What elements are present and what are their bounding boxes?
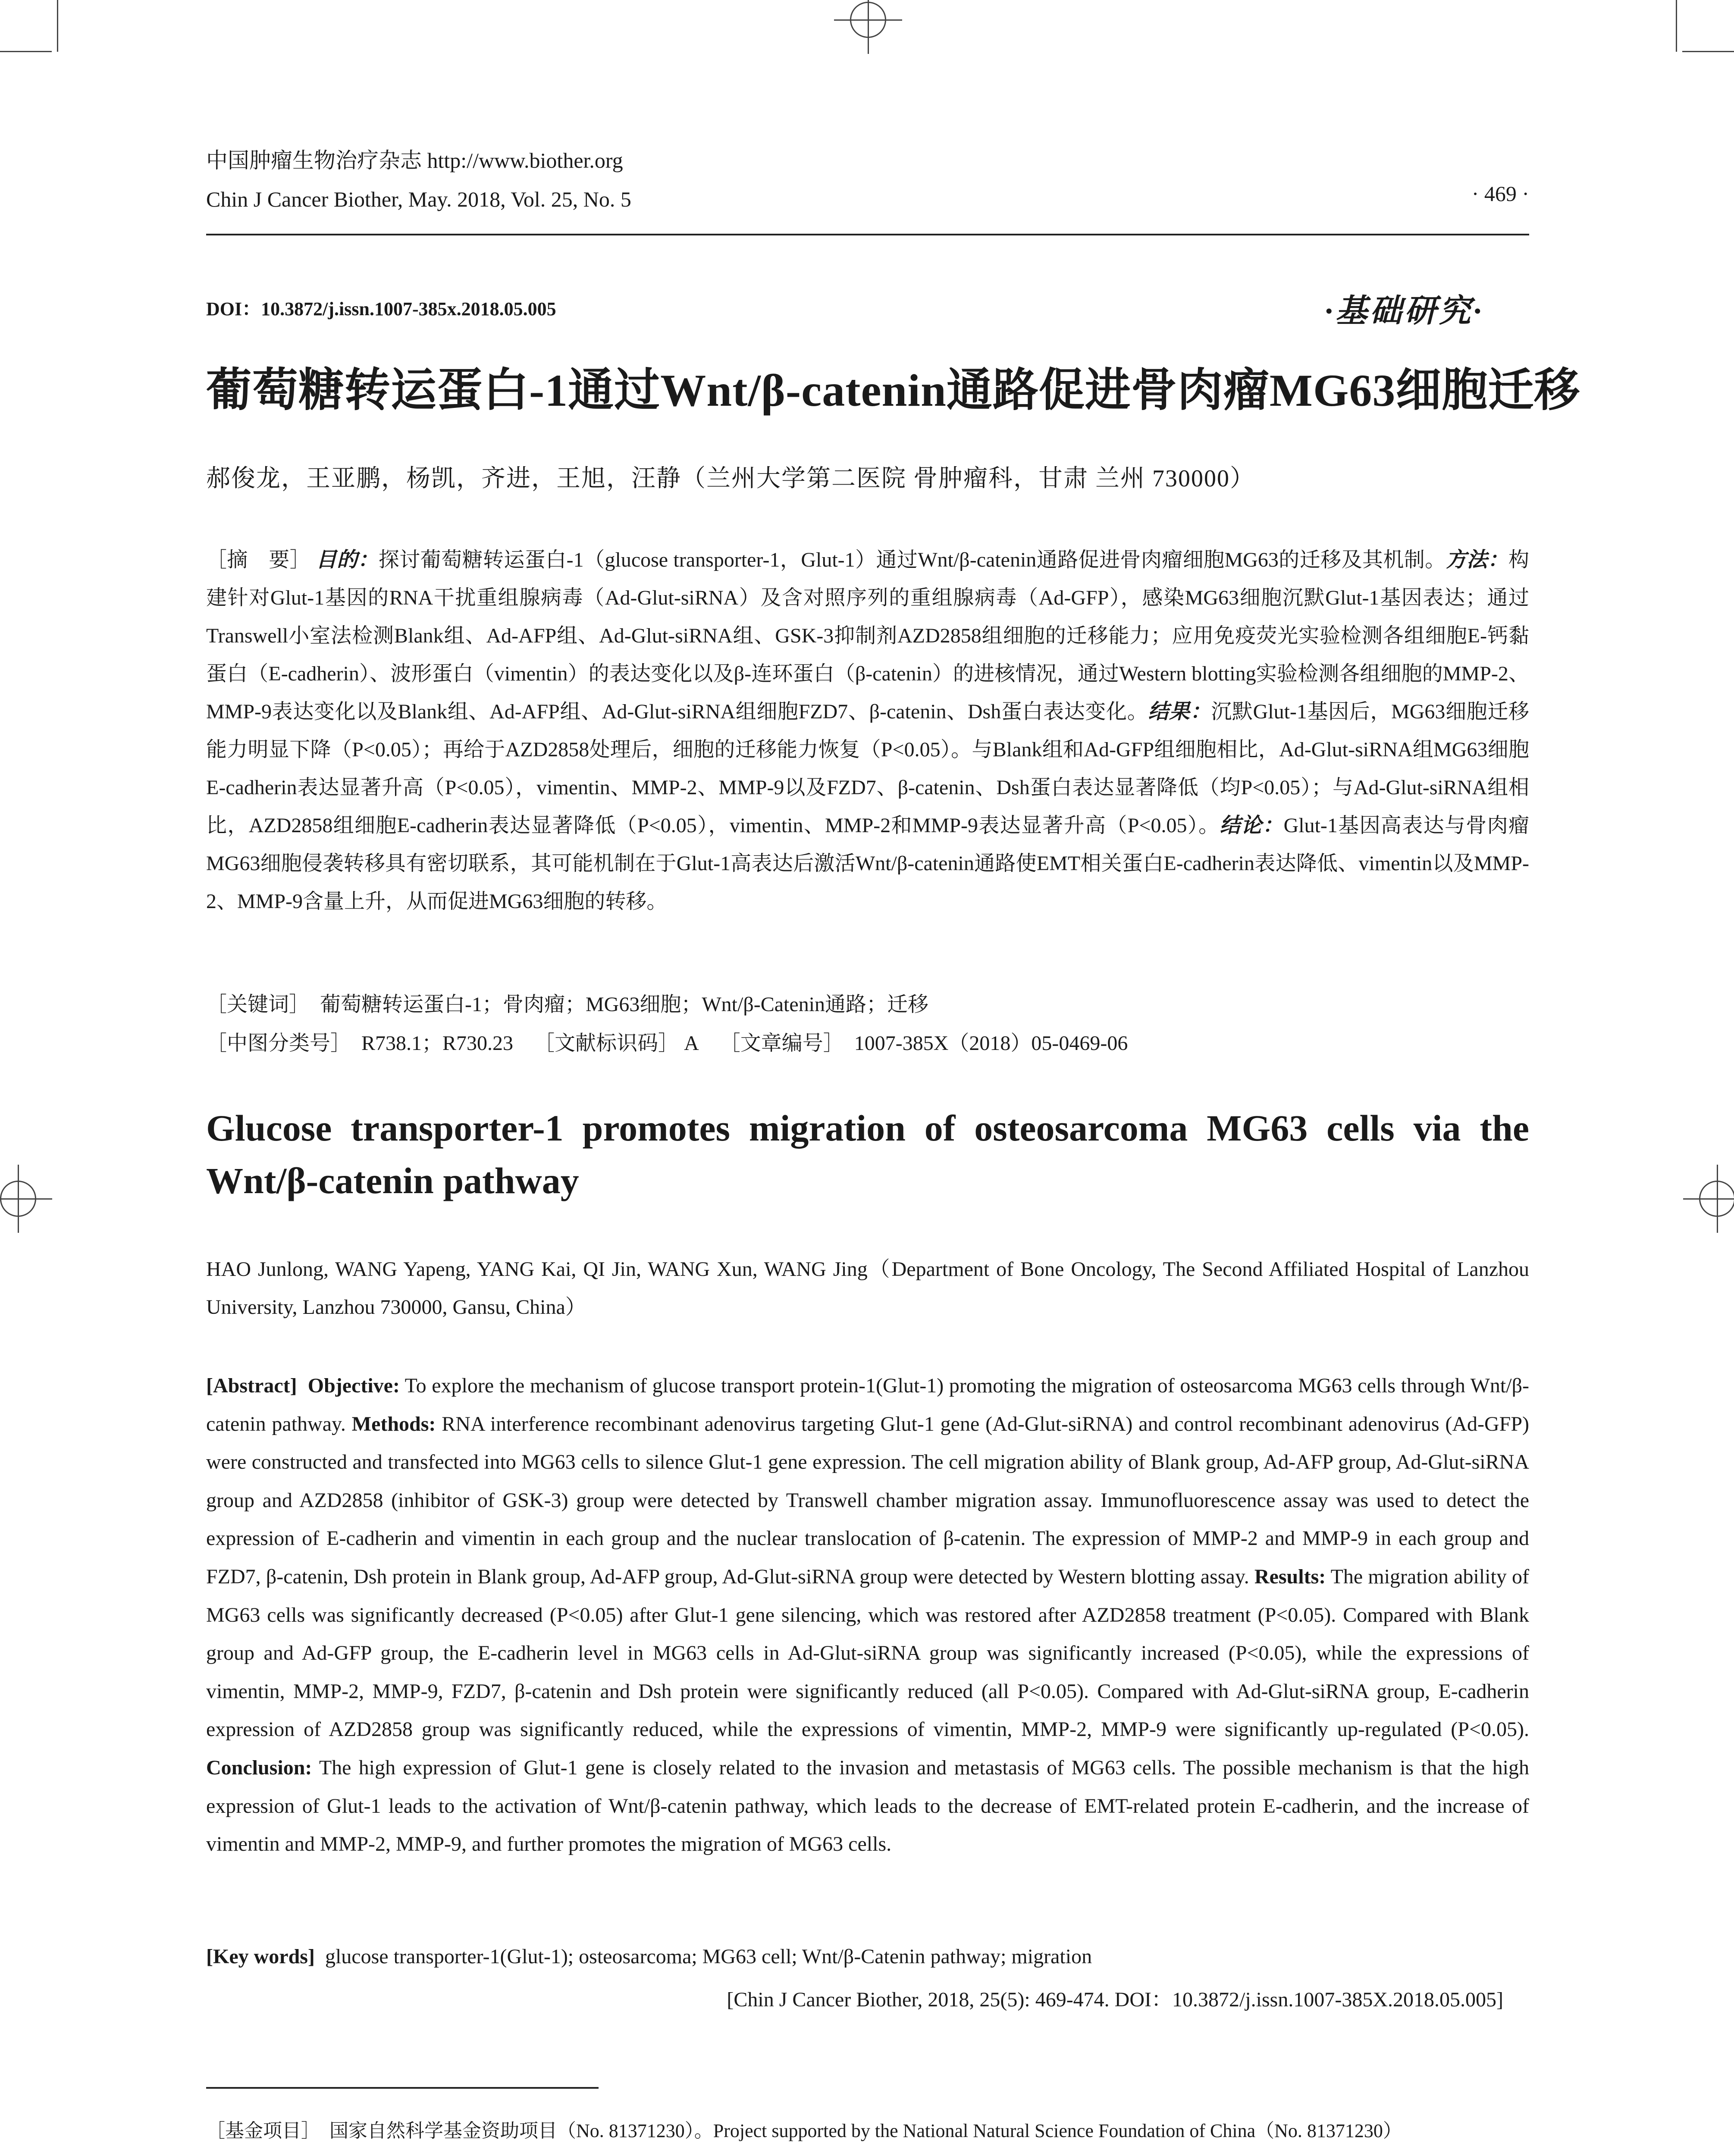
en-results-label: Results:: [1254, 1565, 1326, 1588]
clc-value: R738.1；R730.23: [361, 1032, 514, 1055]
header-rule: [206, 234, 1529, 235]
footnote-rule: [206, 2087, 599, 2089]
footnote-author-bio: [206, 2152, 972, 2156]
cn-keywords-text: 葡萄糖转运蛋白-1；骨肉瘤；MG63细胞；Wnt/β-Catenin通路；迁移: [320, 993, 929, 1016]
section-label: ·基础研究·: [1325, 294, 1484, 329]
en-keywords-label: [Key words]: [206, 1945, 315, 1968]
en-objective: To explore the mechanism of glucose transport protein-1(Glut-1) promoting the migration of osteosarcoma MG63 cells through Wnt/β-catenin pathway.: [206, 1374, 1529, 1435]
en-keywords: [206, 1945, 1092, 1968]
registration-mark-left: [0, 1181, 36, 1217]
cn-abstract-label: ［摘 要］: [206, 548, 311, 571]
crop-mark-top-right-h: [1682, 51, 1734, 52]
registration-mark-right: [1699, 1181, 1734, 1217]
en-abstract-label: [Abstract]: [206, 1374, 297, 1397]
article-no-label: ［文章编号］: [719, 1032, 844, 1055]
en-conclusion-label: Conclusion:: [206, 1756, 312, 1779]
cn-classification: [206, 1026, 1128, 1056]
cn-keywords: [206, 987, 928, 1017]
cn-authors: 郝俊龙，王亚鹏，杨凯，齐进，王旭，汪静（兰州大学第二医院 骨肿瘤科，甘肃 兰州 730000）: [206, 465, 1255, 492]
en-abstract: [206, 1367, 1529, 1864]
en-objective-label: Objective:: [307, 1374, 400, 1397]
cn-objective-label: 目的：: [316, 548, 379, 571]
en-conclusion: The high expression of Glut-1 gene is closely related to the invasion and metastasis of MG63 cells. The possible mechanism is that the high expression of Glut-1 leads to the activation of Wnt/β-catenin pathway, which leads to the decrease of EMT-related protein E-cadherin, and the increase of vimentin and MMP-2, MMP-9, and further promotes the migration of MG63 cells.: [206, 1756, 1529, 1856]
en-keywords-text: glucose transporter-1(Glut-1); osteosarcoma; MG63 cell; Wnt/β-Catenin pathway; migration: [325, 1945, 1092, 1968]
en-title: Glucose transporter-1 promotes migration of osteosarcoma MG63 cells via the Wnt/β-catenin pathway: [206, 1107, 1529, 1201]
cn-keywords-label: ［关键词］: [206, 993, 310, 1016]
article-citation: [Chin J Cancer Biother, 2018, 25(5): 469-474. DOI：10.3872/j.issn.1007-385X.2018.05.005]: [727, 1988, 1503, 2011]
en-results: The migration ability of MG63 cells was significantly decreased (P<0.05) after Glut-1 gene silencing, which was restored after AZD2858 treatment (P<0.05). Compared with Blank group and Ad-GFP group, the E-cadherin level in MG63 cells in Ad-Glut-siRNA group was significantly increased (P<0.05), while the expressions of vimentin, MMP-2, MMP-9, FZD7, β-catenin and Dsh protein were significantly reduced (all P<0.05). Compared with Ad-Glut-siRNA group, E-cadherin expression of AZD2858 group was significantly reduced, while the expressions of vimentin, MMP-2, MMP-9 were significantly up-regulated (P<0.05).: [206, 1565, 1530, 1741]
clc-label: ［中图分类号］: [206, 1032, 351, 1055]
cn-methods-label: 方法：: [1446, 548, 1508, 571]
footnote-funding-text: 国家自然科学基金资助项目（No. 81371230）。Project supported by the National Natural Science Foundation of China（No. 81371230）: [329, 2120, 1402, 2141]
cn-methods: 构建针对Glut-1基因的RNA干扰重组腺病毒（Ad-Glut-siRNA）及含对照序列的重组腺病毒（Ad-GFP），感染MG63细胞沉默Glut-1基因表达；通过Transwell小室法检测Blank组、Ad-AFP组、Ad-Glut-siRNA组、GSK-3抑制剂AZD2858组细胞的迁移能力；应用免疫荧光实验检测各组细胞E-钙黏蛋白（E-cadherin）、波形蛋白（vimentin）的表达变化以及β-连环蛋白（β-catenin）的进核情况，通过Western blotting实验检测各组细胞的MMP-2、MMP-9表达变化以及Blank组、Ad-AFP组、Ad-Glut-siRNA组细胞FZD7、β-catenin、Dsh蛋白表达变化。: [206, 548, 1529, 723]
footnote-funding: [206, 2115, 1402, 2143]
journal-name-url: 中国肿瘤生物治疗杂志 http://www.biother.org: [206, 148, 623, 172]
cn-results-label: 结果：: [1148, 700, 1211, 723]
crop-mark-top-right-v: [1676, 0, 1677, 52]
en-authors: HAO Junlong, WANG Yapeng, YANG Kai, QI Jin, WANG Xun, WANG Jing（Department of Bone Oncology, The Second Affiliated Hospital of Lanzhou University, Lanzhou 730000, Gansu, China）: [206, 1258, 1529, 1319]
en-methods-label: Methods:: [351, 1412, 436, 1435]
journal-citation: Chin J Cancer Biother, May. 2018, Vol. 25, No. 5: [206, 187, 631, 211]
registration-mark-top: [850, 2, 886, 38]
article-no-value: 1007-385X（2018）05-0469-06: [854, 1032, 1128, 1055]
cn-results: 沉默Glut-1基因后，MG63细胞迁移能力明显下降（P<0.05）；再给于AZD2858处理后，细胞的迁移能力恢复（P<0.05）。与Blank组和Ad-GFP组细胞相比，Ad-Glut-siRNA组MG63细胞E-cadherin表达显著升高（P<0.05），vimentin、MMP-2、MMP-9以及FZD7、β-catenin、Dsh蛋白表达显著降低（均P<0.05）；与Ad-Glut-siRNA组相比，AZD2858组细胞E-cadherin表达显著降低（P<0.05），vimentin、MMP-2和MMP-9表达显著升高（P<0.05）。: [206, 700, 1529, 837]
cn-conclusion: Glut-1基因高表达与骨肉瘤MG63细胞侵袭转移具有密切联系，其可能机制在于Glut-1高表达后激活Wnt/β-catenin通路使EMT相关蛋白E-cadherin表达降低、vimentin以及MMP-2、MMP-9含量上升，从而促进MG63细胞的转移。: [206, 814, 1529, 913]
crop-mark-top-left-v: [57, 0, 58, 52]
doc-code-value: A: [684, 1032, 699, 1055]
cn-objective: 探讨葡萄糖转运蛋白-1（glucose transporter-1，Glut-1）通过Wnt/β-catenin通路促进骨肉瘤细胞MG63的迁移及其机制。: [378, 548, 1446, 571]
cn-title: 葡萄糖转运蛋白-1通过Wnt/β-catenin通路促进骨肉瘤MG63细胞迁移: [206, 365, 1580, 416]
page-number: · 469 ·: [1471, 182, 1529, 206]
footnote-funding-label: ［基金项目］: [206, 2120, 320, 2141]
crop-mark-top-left-h: [0, 51, 52, 52]
en-methods: RNA interference recombinant adenovirus targeting Glut-1 gene (Ad-Glut-siRNA) and control recombinant adenovirus (Ad-GFP) were constructed and transfected into MG63 cells to silence Glut-1 gene expression. The cell migration ability of Blank group, Ad-AFP group, Ad-Glut-siRNA group and AZD2858 (inhibitor of GSK-3) group were detected by Transwell chamber migration assay. Immunofluorescence assay was used to detect the expression of E-cadherin and vimentin in each group and the nuclear translocation of β-catenin. The expression of MMP-2 and MMP-9 in each group and FZD7, β-catenin, Dsh protein in Blank group, Ad-AFP group, Ad-Glut-siRNA group were detected by Western blotting assay.: [206, 1412, 1530, 1588]
cn-abstract: [206, 541, 1529, 921]
doi: DOI：10.3872/j.issn.1007-385x.2018.05.005: [206, 298, 556, 320]
doc-code-label: ［文献标识码］: [534, 1032, 679, 1055]
cn-conclusion-label: 结论：: [1220, 814, 1284, 837]
